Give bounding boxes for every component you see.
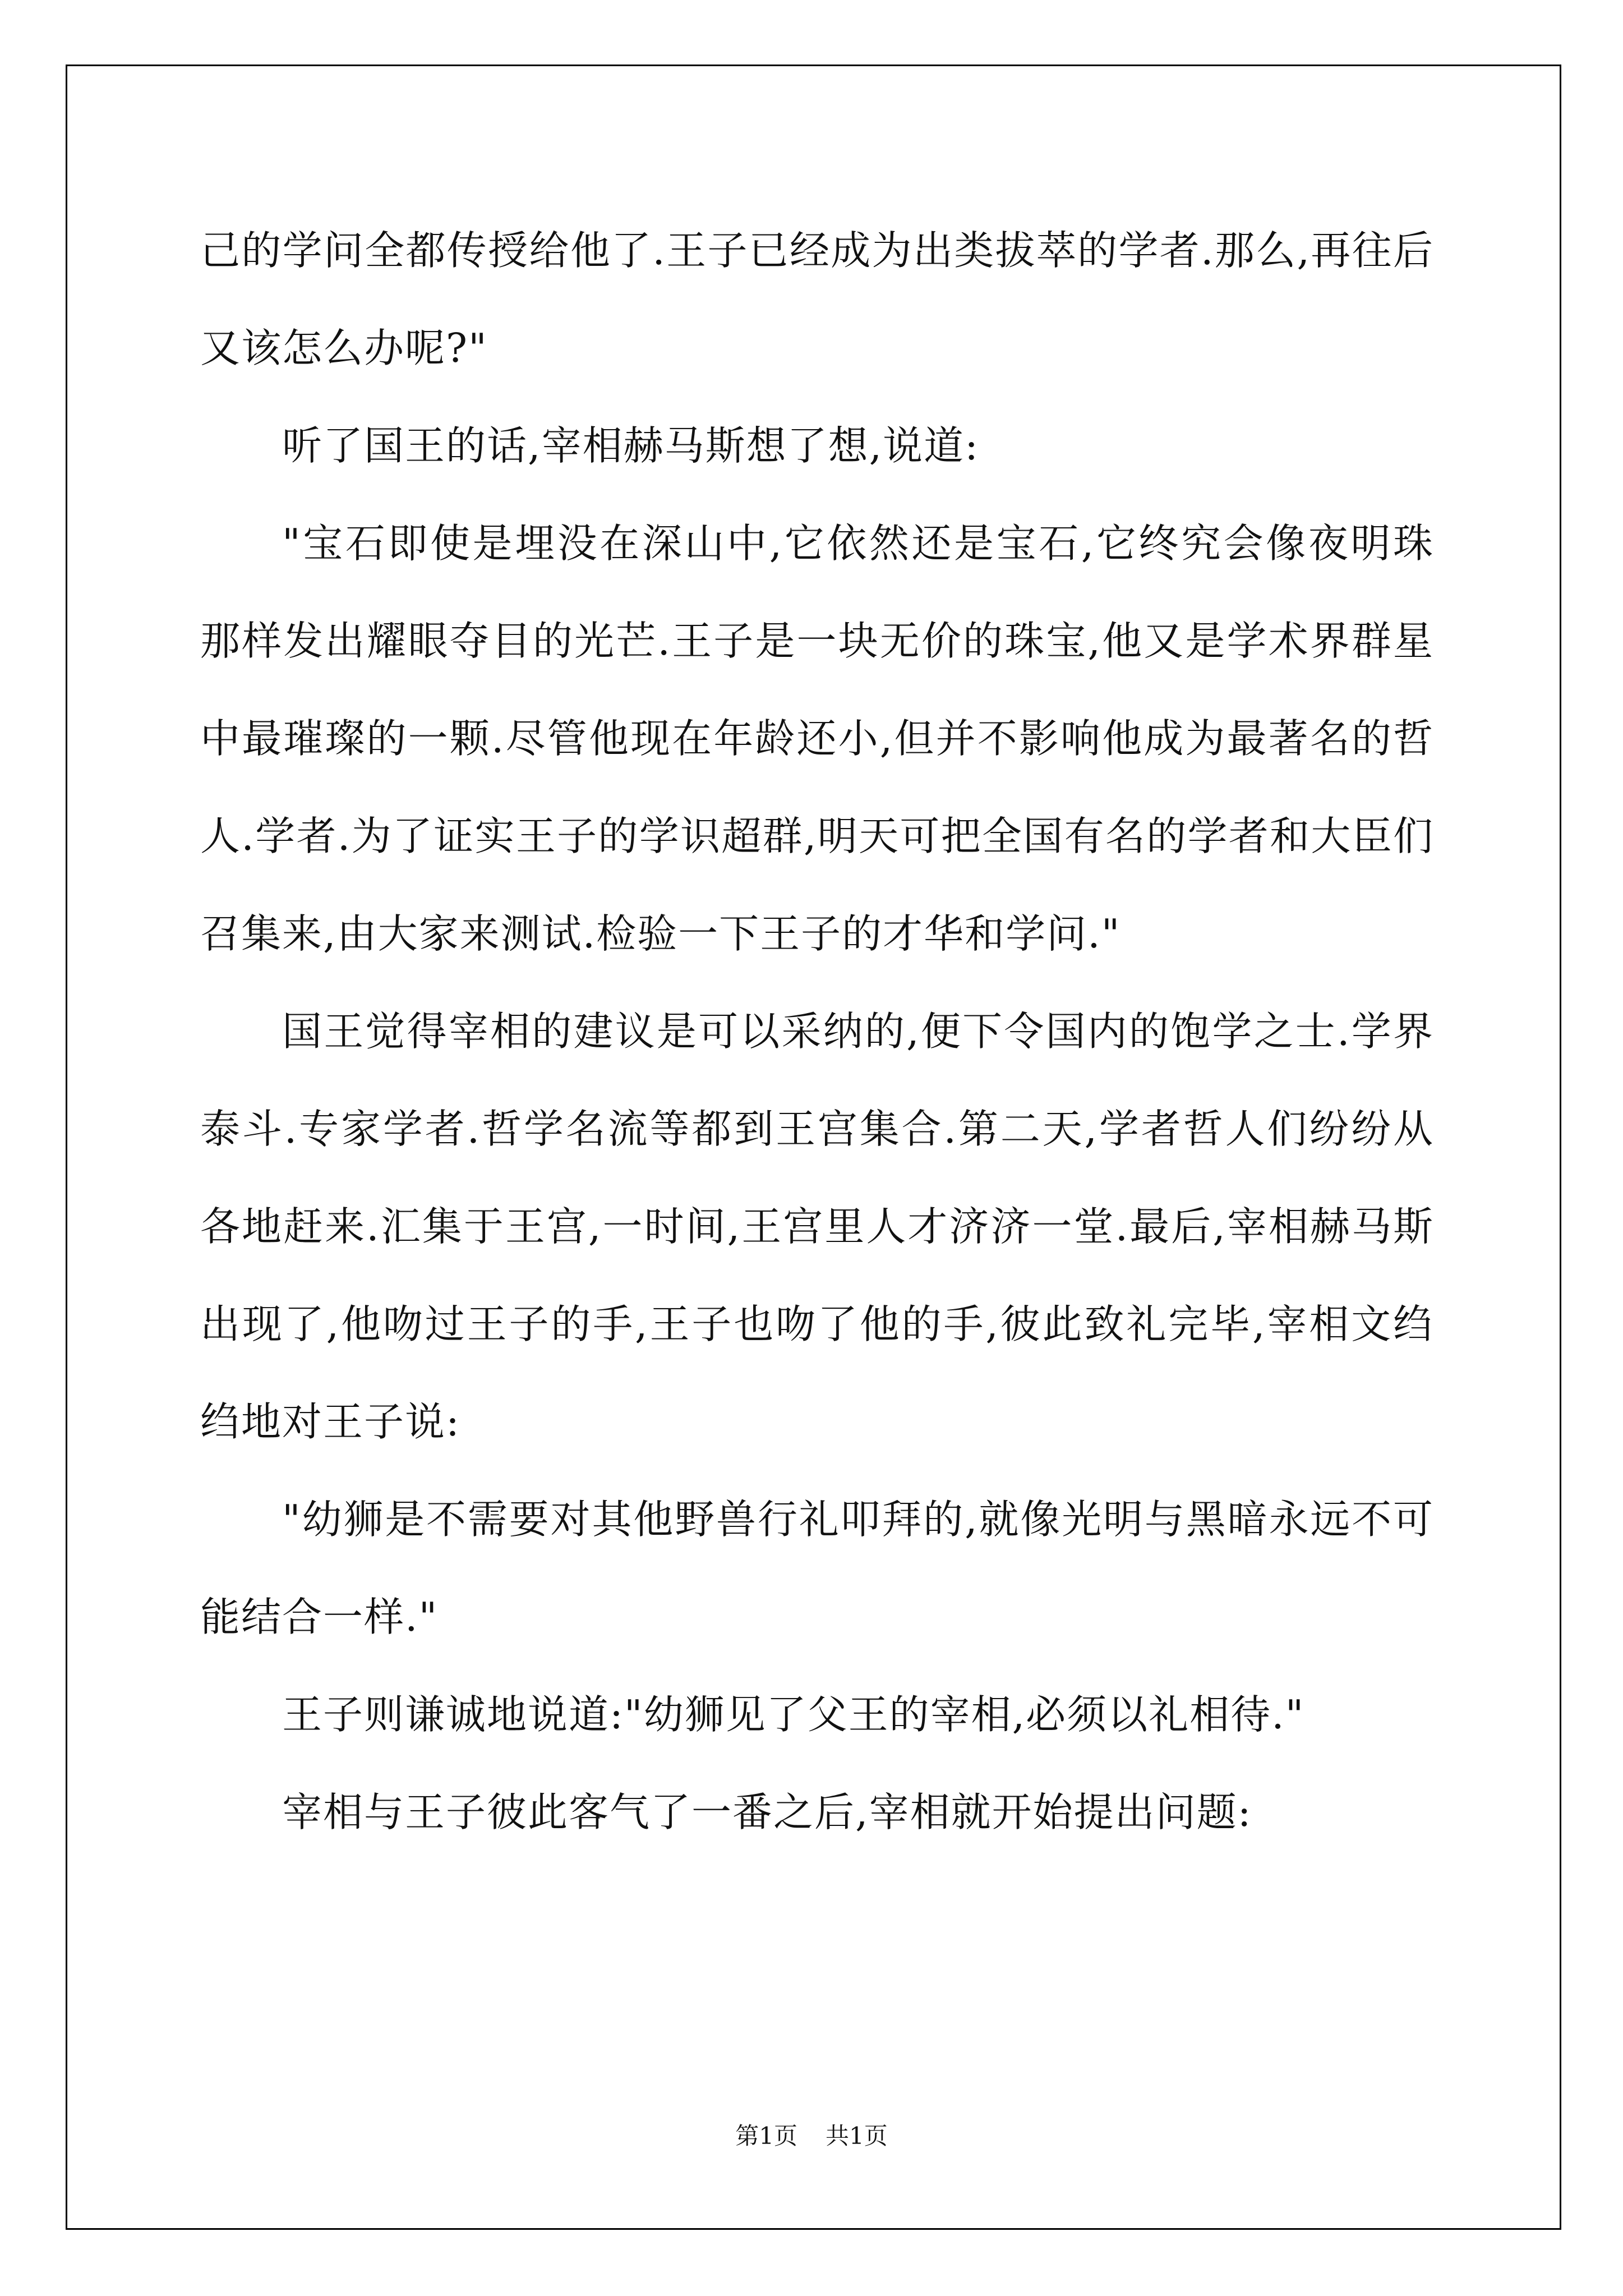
page-total: 共1页 [826, 2122, 888, 2150]
paragraph-7: 宰相与王子彼此客气了一番之后,宰相就开始提出问题: [282, 1789, 1252, 1835]
page-footer [0, 2119, 1623, 2153]
paragraph-4: 国王觉得宰相的建议是可以采纳的,便下令国内的饱学之士.学界泰斗.专家学者.哲学名流等都到王宫集合.第二天,学者哲人们纷纷从各地赶来.汇集于王宫,一时间,王宫里人才济济一堂.最后,宰相赫马斯出现了,他吻过王子的手,王子也吻了他的手,彼此致礼完毕,宰相文绉绉地对王子说: [200, 1008, 1434, 1445]
paragraph-2: 听了国王的话,宰相赫马斯想了想,说道: [282, 422, 980, 469]
page-number: 第1页 [735, 2122, 797, 2150]
document-body [200, 202, 1434, 1861]
paragraph-6: 王子则谦诚地说道:"幼狮见了父王的宰相,必须以礼相待." [282, 1691, 1305, 1738]
paragraph-1: 己的学问全都传授给他了.王子已经成为出类拔萃的学者.那么,再往后又该怎么办呢?" [200, 227, 1434, 371]
paragraph-5: "幼狮是不需要对其他野兽行礼叩拜的,就像光明与黑暗永远不可能结合一样." [200, 1496, 1434, 1640]
paragraph-3: "宝石即使是埋没在深山中,它依然还是宝石,它终究会像夜明珠那样发出耀眼夺目的光芒.王子是一块无价的珠宝,他又是学术界群星中最璀璨的一颗.尽管他现在年龄还小,但并不影响他成为最著名的哲人.学者.为了证实王子的学识超群,明天可把全国有名的学者和大臣们召集来,由大家来测试.检验一下王子的才华和学问." [200, 520, 1435, 957]
